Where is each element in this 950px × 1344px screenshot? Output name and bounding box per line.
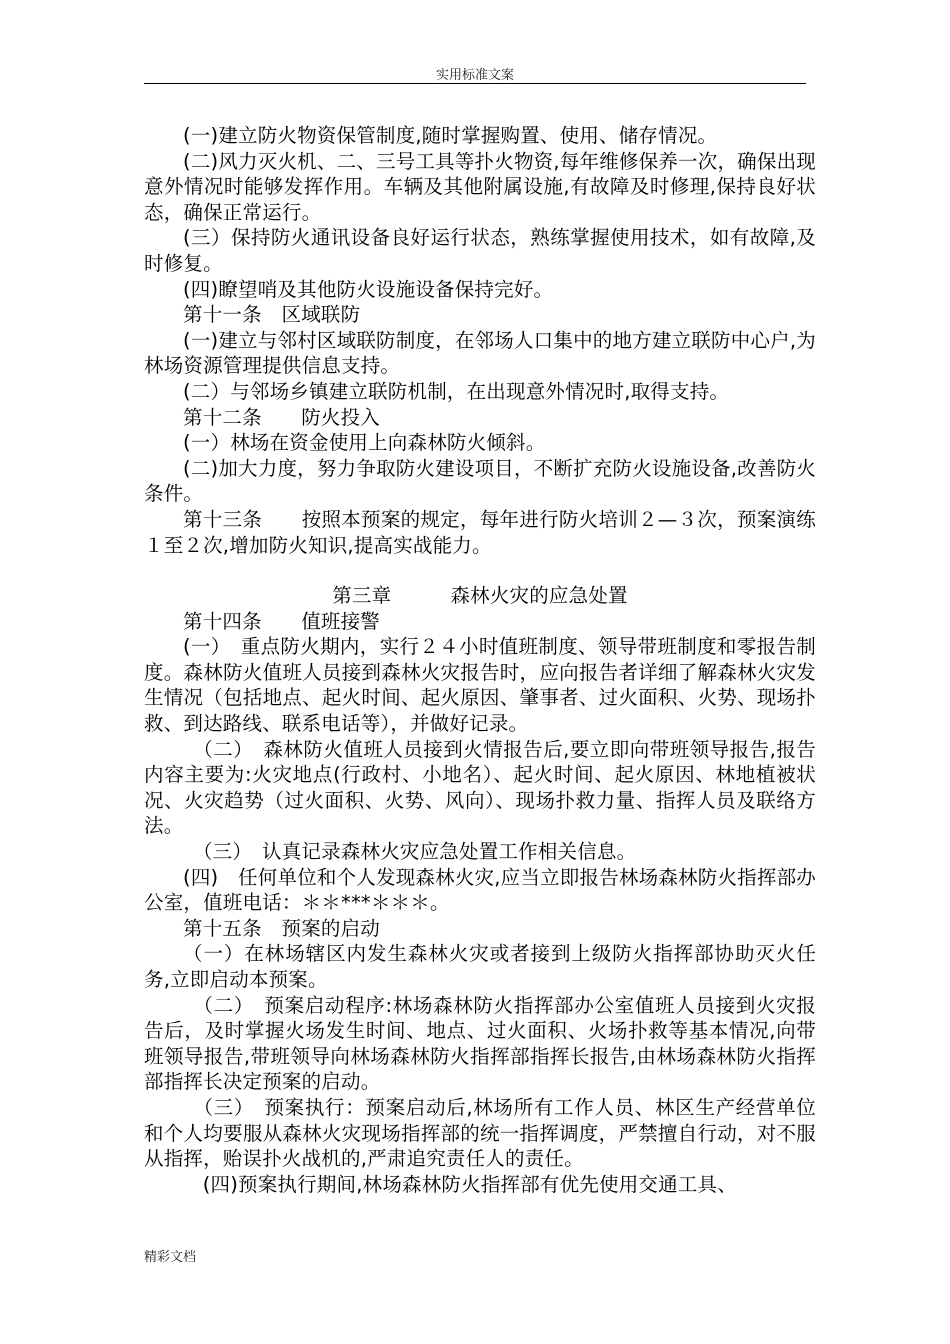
article-heading: 第十一条 区域联防 [183,303,361,327]
paragraph: (四)瞭望哨及其他防火设施设备保持完好。 [183,277,554,301]
paragraph: (四) 任何单位和个人发现森林火灾,应当立即报告林场森林防火指挥部办公室，值班电话：＊＊***＊＊＊。 [144,865,816,915]
paragraph: (一） 重点防火期内，实行２４小时值班制度、领导带班制度和零报告制度。森林防火值班人员接到森林火灾报告时，应向报告者详细了解森林火灾发生情况（包括地点、起火时间、起火原因、肇事者、过火面积、火势、现场扑救、到达路线、联系电话等），并做好记录。 [144,635,816,736]
paragraph: (一)建立与邻村区域联防制度，在邻场人口集中的地方建立联防中心户,为林场资源管理提供信息支持。 [144,328,816,378]
document-body [144,123,816,1197]
page-footer: 精彩文档 [144,1250,197,1265]
paragraph: (四)预案执行期间,林场森林防火指挥部有优先使用交通工具、 [183,1172,737,1196]
paragraph: (二)加大力度，努力争取防火建设项目，不断扩充防火设施设备,改善防火条件。 [144,456,816,506]
paragraph: （二） 森林防火值班人员接到火情报告后,要立即向带班领导报告,报告内容主要为:火灾地点(行政村、小地名）、起火时间、起火原因、林地植被状况、火灾趋势（过火面积、火势、风向）、现场扑救力量、指挥人员及联络方法。 [144,737,816,838]
article-heading: 第十二条 防火投入 [183,405,381,429]
paragraph: (二)风力灭火机、二、三号工具等扑火物资,每年维修保养一次，确保出现意外情况时能够发挥作用。车辆及其他附属设施,有故障及时修理,保持良好状态，确保正常运行。 [144,149,816,224]
paragraph: (二）与邻场乡镇建立联防机制，在出现意外情况时,取得支持。 [183,379,730,403]
paragraph: (三）保持防火通讯设备良好运行状态，熟练掌握使用技术，如有故障,及时修复。 [144,226,816,275]
paragraph: （三） 认真记录森林火灾应急处置工作相关信息。 [183,840,637,864]
paragraph: （三） 预案执行：预案启动后,林场所有工作人员、林区生产经营单位和个人均要服从森林火灾现场指挥部的统一指挥调度，严禁擅自行动，对不服从指挥，贻误扑火战机的,严肃追究责任人的责任。 [144,1095,816,1171]
article-heading: 第十四条 值班接警 [183,609,381,633]
paragraph: （一）在林场辖区内发生森林火灾或者接到上级防火指挥部协助灭火任务,立即启动本预案。 [144,942,816,991]
page-header: 实用标准文案 [435,68,514,83]
paragraph: (一）林场在资金使用上向森林防火倾斜。 [183,431,546,455]
paragraph: （二） 预案启动程序:林场森林防火指挥部办公室值班人员接到火灾报告后，及时掌握火场发生时间、地点、过火面积、火场扑救等基本情况,向带班领导报告,带班领导向林场森林防火指挥部指挥长报告,由林场森林防火指挥部指挥长决定预案的启动。 [144,993,816,1094]
chapter-title: 第三章 森林火灾的应急处置 [332,584,628,608]
article-paragraph: 第十三条 按照本预案的规定，每年进行防火培训２—３次，预案演练１至２次,增加防火知识,提高实战能力。 [144,507,816,557]
paragraph: (一)建立防火物资保管制度,随时掌握购置、使用、储存情况。 [183,124,718,147]
header-divider [144,83,806,84]
article-heading: 第十五条 预案的启动 [183,916,381,940]
